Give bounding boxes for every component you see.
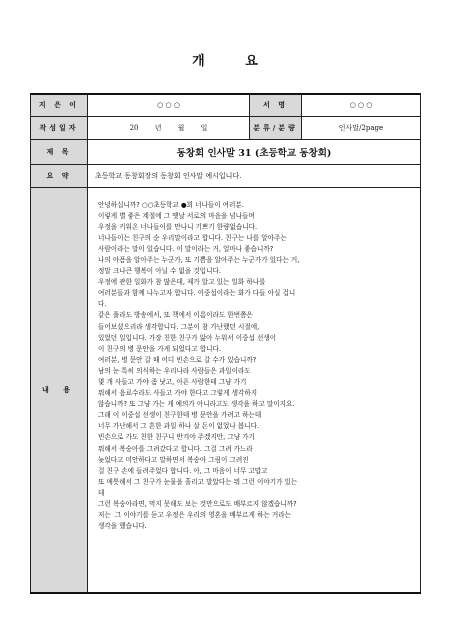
content-line: 그런 복숭아라면, 먹지 못해도 보는 것만으로도 배부르지 않겠습니까? — [98, 500, 297, 509]
author-row — [31, 94, 421, 116]
content-line: 데 — [98, 488, 105, 497]
content-line: 늦었다고 미안하다고 말하면서 복숭아 그림이 그려진 — [98, 455, 249, 464]
category-label: 분류/분량 — [250, 116, 302, 139]
content-line: 너나들이는 친구의 순 우리말이라고 합니다. 친구는 나를 알아주는 — [98, 233, 287, 242]
name-label: 서 명 — [250, 94, 302, 116]
content-line: 사람이라는 말이 있습니다. 이 말이라는 거, 얼마나 좋습니까? — [98, 244, 274, 253]
content-line: 안녕하십니까? ○○초등학교 ●회 너나들이 여러분. — [98, 200, 244, 209]
content-line: 생각을 했습니다. — [98, 522, 147, 531]
summary-form-table — [30, 93, 421, 594]
date-label: 작성일자 — [31, 116, 88, 139]
content-body-text — [98, 200, 412, 533]
name-value: ○ ○ ○ — [302, 94, 421, 116]
content-line: 이 친구의 병 문안을 가게 되었다고 합니다. — [98, 344, 221, 353]
content-line: 이렇게 별 좋은 계절에 그 옛날 서로의 마음을 넘나들며 — [98, 211, 255, 220]
content-line: 몇 개 사들고 가야 좀 낫고, 아픈 사람한테 그냥 가기 — [98, 378, 247, 386]
content-line: 너무 가난해서 그 흔한 과일 하나 살 돈이 없었나 봅니다. — [98, 422, 260, 431]
subject-label: 제 목 — [31, 139, 88, 164]
content-line: 저는 그 이야기를 듣고 우정은 우리의 영혼을 배부르게 하는 거라는 — [98, 511, 291, 520]
summary-value: 초등학교 동창회장의 동창회 인사말 예시입니다. — [88, 164, 421, 187]
date-row — [31, 116, 421, 139]
content-line: 같은 풀라도 방송에서, 또 책에서 이름이라도 한번쯤은 — [98, 311, 253, 320]
content-line: 남의 눈 특히 의식하는 우리나라 사람들은 과일이라도 — [98, 366, 251, 375]
content-line: 걸 친구 손에 들려주었다 합니다. 아, 그 마음이 너무 고맙고 — [98, 466, 268, 475]
content-line: 들어보셨으리라 생각합니다. 그분이 참 가난했던 시절에, — [98, 322, 260, 331]
content-line: 그래 이 이중섭 선생이 친구한테 병 문안을 가려고 하는데 — [98, 411, 262, 420]
subject-value: 동창회 인사말 31 (초등학교 동창회) — [88, 139, 421, 164]
content-line: 또 애틋해서 그 친구가 눈물을 흘리고 말았다는 뭐 그런 이야기가 있는 — [98, 477, 298, 486]
summary-row — [31, 164, 421, 187]
subject-row — [31, 139, 421, 164]
content-cell — [88, 187, 421, 593]
date-value: 20 년 월 일 — [88, 116, 250, 139]
content-row — [31, 187, 421, 593]
author-label: 지 은 이 — [31, 94, 88, 116]
content-line: 여러분, 병 문안 갈 때 어디 빈손으로 갈 수가 있습니까? — [98, 355, 257, 364]
content-line: 않습니까? 또 그냥 가는 게 예의가 아니라고도 생각을 하고 말이지요. — [98, 400, 295, 409]
content-line: 빈손으로 가도 친한 친구니 반겨야 주겠지만, 그냥 가기 — [98, 433, 255, 442]
category-value: 인사말/2page — [302, 116, 421, 139]
author-value: ○ ○ ○ — [88, 94, 250, 116]
content-line: 뭐해서 음료수라도 사들고 가야 한다고 그렇게 생각하지 — [98, 389, 258, 398]
content-line: 우정을 키워온 너나들이를 만나니 기쁘기 한량없습니다. — [98, 222, 258, 231]
page-title: 개 요 — [192, 54, 276, 69]
summary-label: 요 약 — [31, 164, 88, 187]
content-line: 나의 아픔을 알아주는 누군가, 또 기쁨을 알아주는 누군가가 있다는 거, — [98, 255, 300, 264]
content-line: 다. — [98, 300, 107, 309]
content-line: 우정에 관한 일화가 참 많은데, 제가 알고 있는 일화 하나를 — [98, 278, 266, 287]
content-line: 정말 크나큰 행복이 아닐 수 없을 것입니다. — [98, 267, 221, 276]
content-line: 뭐해서 복숭아를 그려갔다고 합니다. 그걸 그려 가느라 — [98, 444, 253, 453]
content-line: 있었던 일입니다. 가장 친한 친구가 앓아 누워서 이중섭 선생이 — [98, 333, 277, 342]
content-label: 내 용 — [31, 187, 88, 593]
content-line: 여러분들과 함께 나누고자 합니다. 이중섭이라는 화가 다들 아실 겁니 — [98, 289, 296, 298]
